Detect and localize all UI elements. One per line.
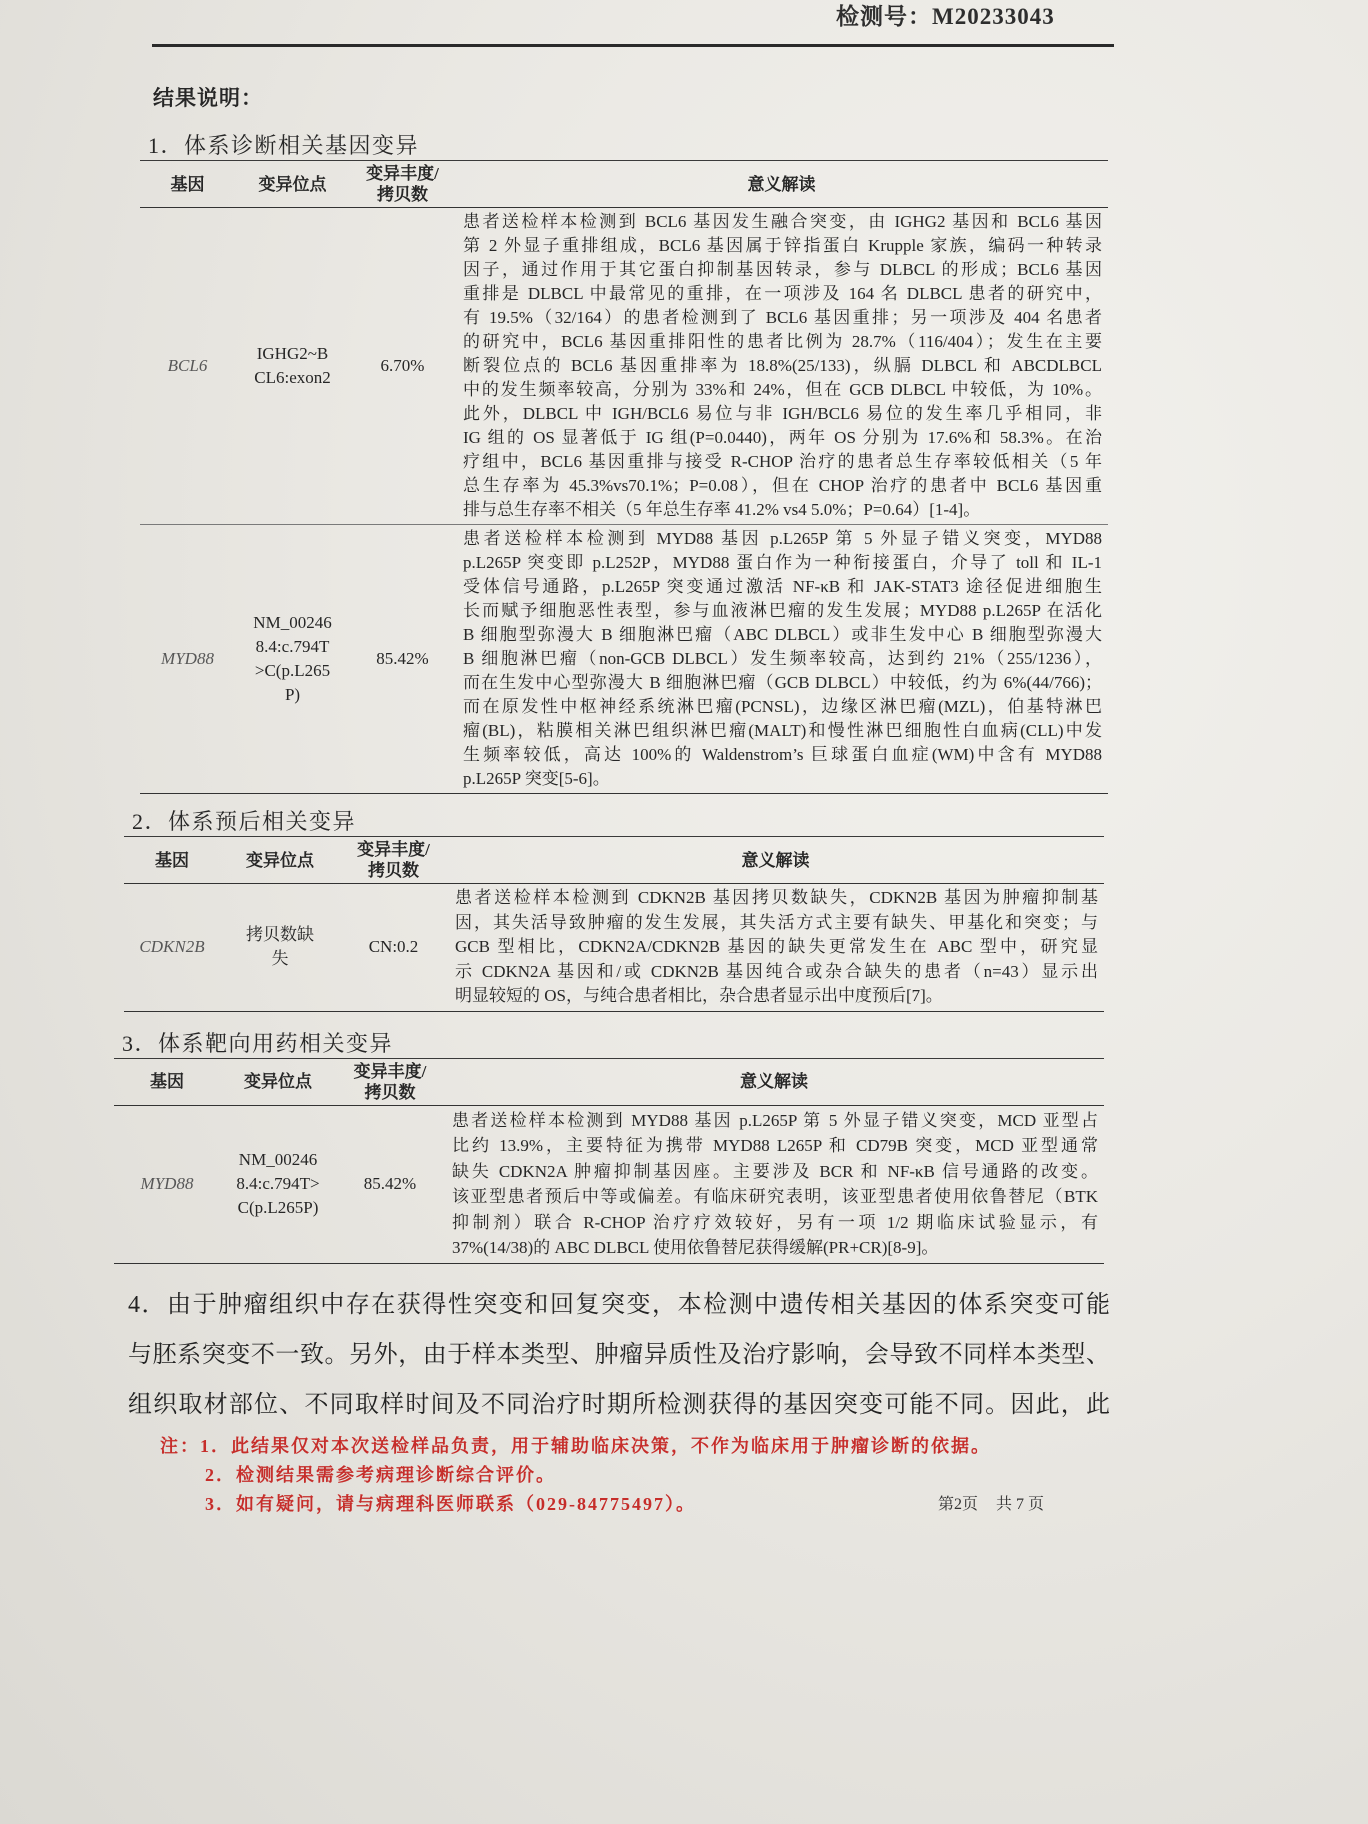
interpretation-line: 患者送检样本检测到 BCL6 基因发生融合突变，由 IGHG2 基因和 BCL6 基因 [463, 212, 1102, 231]
header-label-line: 变异丰度/ [353, 1061, 427, 1081]
interpretation-line: 生频率较低，高达 100%的 Waldenstrom’s 巨球蛋白血症(WM)中含有 MYD88 [463, 745, 1102, 764]
col-header-interpretation: 意义解读 [455, 161, 1108, 208]
paragraph-line: 与胚系突变不一致。另外，由于样本类型、肿瘤异质性及治疗影响，会导致不同样本类型、 [128, 1341, 1110, 1368]
col-header-abundance [340, 837, 447, 884]
variant-site-line: CL6:exon2 [254, 368, 331, 387]
interpretation-line: 瘤(BL)，粘膜相关淋巴组织淋巴瘤(MALT)和慢性淋巴细胞性白血病(CLL)中发 [463, 721, 1102, 740]
table-row [140, 525, 1108, 794]
variant-site-line: NM_00246 [253, 613, 332, 632]
interpretation-line: 疗组中，BCL6 基因重排与接受 R-CHOP 治疗的患者总生存率较低相关（5 年 [463, 452, 1102, 471]
variant-site-line: 失 [271, 949, 289, 969]
interpretation [444, 1105, 1104, 1263]
note-row [160, 1490, 1060, 1519]
variant-site-line: C(p.L265P) [237, 1198, 319, 1217]
interpretation-line: 因，其失活导致肿瘤的发生发展，其失活方式主要有缺失、甲基化和突变；与 [455, 912, 1098, 932]
interpretation-line: 断裂位点的 BCL6 基因重排率为 18.8%(25/133)，纵膈 DLBCL 和 ABCDLBCL [463, 356, 1102, 375]
table-header-row [114, 1059, 1104, 1106]
header-label-line: 拷贝数 [368, 861, 419, 880]
interpretation-line: 明显较短的 OS，与纯合患者相比，杂合患者显示出中度预后[7]。 [455, 986, 943, 1005]
variant-abundance: 85.42% [350, 525, 455, 794]
header-label-line: 拷贝数 [364, 1082, 416, 1102]
interpretation-line: 示 CDKN2A 基因和/或 CDKN2B 基因纯合或杂合缺失的患者（n=43）显示出 [455, 961, 1098, 981]
interpretation [447, 884, 1104, 1012]
col-header-site: 变异位点 [235, 161, 350, 208]
variant-site-line: NM_00246 [238, 1150, 318, 1169]
interpretation-line: 重排是 DLBCL 中最常见的重排，在一项涉及 164 名 DLBCL 患者的研究中， [463, 284, 1102, 303]
report-content [0, 82, 1368, 1519]
interpretation-line: 患者送检样本检测到 MYD88 基因 p.L265P 第 5 外显子错义突变，MCD 亚型占 [452, 1110, 1098, 1130]
col-header-interpretation: 意义解读 [444, 1059, 1104, 1106]
report-number-label: 检测号： [836, 4, 932, 29]
col-header-gene: 基因 [124, 837, 220, 884]
interpretation-line: 该亚型患者预后中等或偏差。有临床研究表明，该亚型患者使用依鲁替尼（BTK [452, 1187, 1098, 1206]
note-row [160, 1432, 1060, 1461]
gene-name: MYD88 [140, 525, 235, 794]
interpretation-line: 总生存率为 45.3%vs70.1%；P=0.08），但在 CHOP 治疗的患者中 BCL6 基因重 [463, 476, 1102, 495]
gene-name: BCL6 [167, 356, 208, 375]
gene-name: CDKN2B [124, 884, 220, 1012]
col-header-site: 变异位点 [220, 1059, 336, 1106]
paragraph-line: 组织取材部位、不同取样时间及不同治疗时期所检测获得的基因突变可能不同。因此，此 [128, 1391, 1110, 1418]
interpretation-line: p.L265P 突变[5-6]。 [463, 769, 610, 788]
interpretation-line: 受体信号通路，p.L265P 突变通过激活 NF-κB 和 JAK-STAT3 途径促进细胞生 [463, 577, 1102, 596]
interpretation-line: 缺失 CDKN2A 肿瘤抑制基因座。主要涉及 BCR 和 NF-κB 信号通路的改变。 [452, 1161, 1098, 1181]
footnotes [160, 1432, 1060, 1519]
header-rule [152, 44, 1114, 47]
variant-site [220, 884, 340, 1012]
interpretation [455, 525, 1108, 794]
interpretation-line: 抑制剂）联合 R-CHOP 治疗疗效较好，另有一项 1/2 期临床试验显示，有 [452, 1212, 1098, 1232]
interpretation-line: 排与总生存率不相关（5 年总生存率 41.2% vs4 5.0%；P=0.64）[1-4]。 [463, 500, 981, 519]
variant-table [140, 161, 1108, 794]
page-current: 第2页 [938, 1495, 979, 1513]
table-header-row [140, 161, 1108, 208]
variant-site-line: 8.4:c.794T> [236, 1174, 320, 1193]
section-prognosis-variants [124, 808, 1104, 1012]
interpretation-line: IG 组的 OS 显著低于 IG 组(P=0.0440)，两年 OS 分别为 17.6%和 58.3%。在治 [463, 428, 1102, 447]
interpretation [455, 208, 1108, 525]
col-header-abundance [350, 161, 455, 208]
page-number [938, 1490, 1044, 1519]
section-title: 2．体系预后相关变异 [124, 808, 1104, 837]
section-title: 3．体系靶向用药相关变异 [114, 1030, 1104, 1059]
interpretation-line: 第 2 外显子重排组成，BCL6 基因属于锌指蛋白 Krupple 家族，编码一种转录 [463, 236, 1102, 255]
interpretation-line: GCB 型相比，CDKN2A/CDKN2B 基因的缺失更常发生在 ABC 型中，研究显 [455, 937, 1098, 956]
note-item: 3．如有疑问，请与病理科医师联系（029-84775497）。 [205, 1493, 696, 1514]
page-total: 共 7 页 [996, 1495, 1045, 1513]
variant-site-line: IGHG2~B [256, 344, 329, 363]
interpretation-line: 长而赋予细胞恶性表型，参与血液淋巴瘤的发生发展；MYD88 p.L265P 在活化 [463, 601, 1102, 620]
table-header-row [124, 837, 1104, 884]
note-row [160, 1461, 1060, 1490]
header-label-line: 变异丰度/ [357, 840, 430, 859]
interpretation-line: 患者送检样本检测到 MYD88 基因 p.L265P 第 5 外显子错义突变，MYD88 [463, 529, 1102, 548]
col-header-interpretation: 意义解读 [447, 837, 1104, 884]
interpretation-line: 因子，通过作用于其它蛋白抑制基因转录，参与 DLBCL 的形成；BCL6 基因 [463, 260, 1102, 279]
interpretation-line: 而在生发中心型弥漫大 B 细胞淋巴瘤（GCB DLBCL）中较低，约为 6%(44/766)； [463, 673, 1102, 692]
variant-site-line: 拷贝数缺 [246, 925, 314, 945]
interpretation-line: 比约 13.9%，主要特征为携带 MYD88 L265P 和 CD79B 突变，MCD 亚型通常 [452, 1136, 1098, 1155]
interpretation-line: 中的发生频率较高，分别为 33%和 24%，但在 GCB DLBCL 中较低，为 10%。 [463, 380, 1102, 399]
variant-site-line: 8.4:c.794T [255, 637, 330, 656]
note-item: 1．此结果仅对本次送检样品负责，用于辅助临床决策，不作为临床用于肿瘤诊断的依据。 [200, 1435, 991, 1456]
variant-table [124, 837, 1104, 1012]
variant-site [235, 525, 350, 794]
interpretation-line: B 细胞淋巴瘤（non-GCB DLBCL）发生频率较高，达到约 21%（255/1236）， [463, 649, 1102, 668]
variant-site-line: P) [284, 685, 301, 704]
col-header-gene: 基因 [114, 1059, 220, 1106]
col-header-gene: 基因 [140, 161, 235, 208]
variant-table [114, 1059, 1104, 1264]
interpretation-line: p.L265P 突变即 p.L252P，MYD88 蛋白作为一种衔接蛋白，介导了 toll 和 IL-1 [463, 553, 1102, 572]
paragraph-item-4 [128, 1280, 1110, 1430]
header-label-line: 变异丰度/ [366, 164, 439, 183]
interpretation-line: 患者送检样本检测到 CDKN2B 基因拷贝数缺失，CDKN2B 基因为肿瘤抑制基 [455, 888, 1098, 907]
gene-name: MYD88 [114, 1105, 220, 1263]
report-number [836, 2, 1055, 32]
result-title: 结果说明： [153, 86, 263, 110]
col-header-abundance [336, 1059, 444, 1106]
interpretation-line: 有 19.5%（32/164）的患者检测到了 BCL6 基因重排；另一项涉及 404 名患者 [463, 308, 1102, 327]
interpretation-line: B 细胞型弥漫大 B 细胞淋巴瘤（ABC DLBCL）或非生发中心 B 细胞型弥漫大 [463, 625, 1102, 644]
paragraph-line: 4．由于肿瘤组织中存在获得性突变和回复突变，本检测中遗传相关基因的体系突变可能 [128, 1291, 1110, 1318]
variant-abundance: 85.42% [336, 1105, 444, 1263]
section-targeted-therapy-variants [114, 1030, 1104, 1264]
interpretation-line: 此外，DLBCL 中 IGH/BCL6 易位与非 IGH/BCL6 易位的发生率几乎相同，非 [463, 404, 1102, 423]
section-title: 1．体系诊断相关基因变异 [140, 132, 1108, 161]
report-number-value: M20233043 [932, 4, 1055, 29]
note-item: 2．检测结果需参考病理诊断综合评价。 [205, 1464, 556, 1485]
interpretation-line: 而在原发性中枢神经系统淋巴瘤(PCNSL)，边缘区淋巴瘤(MZL)，伯基特淋巴 [463, 697, 1102, 716]
table-row [140, 208, 1108, 525]
header-label-line: 拷贝数 [377, 185, 428, 204]
variant-abundance: 6.70% [380, 356, 425, 375]
variant-site [220, 1105, 336, 1263]
section-diagnosis-variants [140, 132, 1108, 794]
variant-abundance: CN:0.2 [340, 884, 447, 1012]
variant-site-line: >C(p.L265 [254, 661, 331, 680]
table-row [114, 1105, 1104, 1263]
note-label: 注： [160, 1435, 200, 1456]
col-header-site: 变异位点 [220, 837, 340, 884]
interpretation-line: 37%(14/38)的 ABC DLBCL 使用依鲁替尼获得缓解(PR+CR)[8-9]。 [452, 1238, 939, 1257]
table-row [124, 884, 1104, 1012]
variant-site [235, 208, 350, 525]
interpretation-line: 的研究中，BCL6 基因重排阳性的患者比例为 28.7%（116/404）；发生在主要 [463, 332, 1102, 351]
